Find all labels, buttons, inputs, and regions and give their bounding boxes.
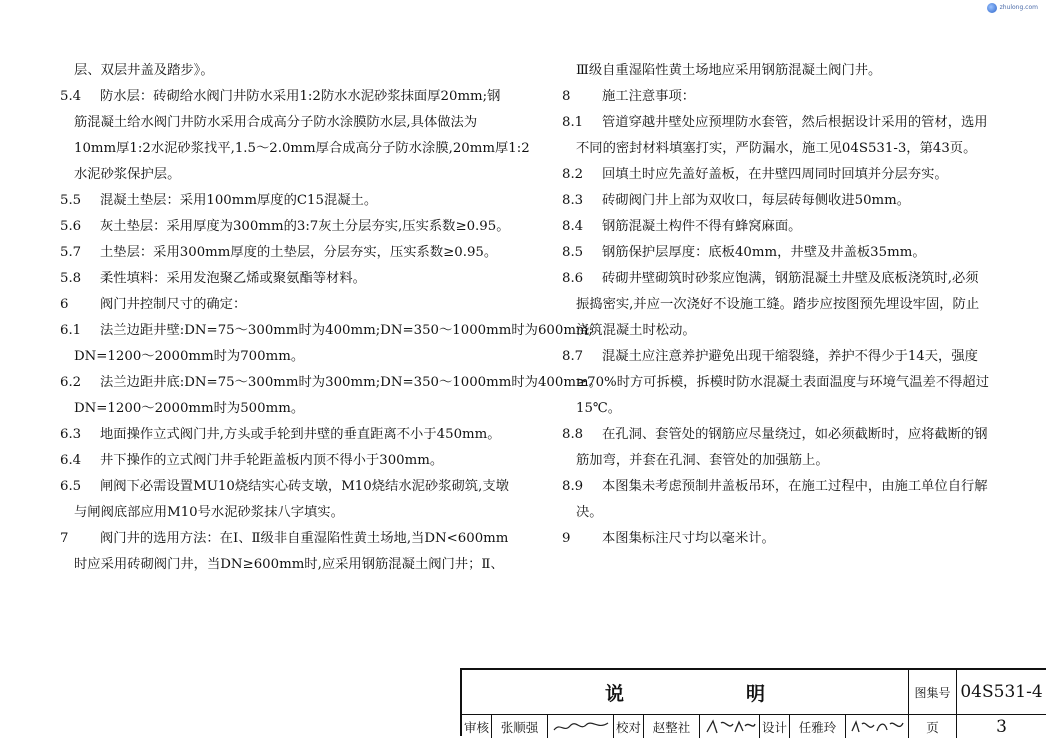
- note-line: [562, 240, 1002, 266]
- notes-right-column: [562, 58, 1002, 552]
- review-signature: [548, 715, 614, 738]
- note-number: 9: [562, 531, 571, 546]
- note-line: [562, 110, 1002, 136]
- note-line: [562, 162, 1002, 188]
- note-number: 8.2: [562, 167, 584, 182]
- note-number: 5.8: [60, 271, 82, 286]
- note-text: 法兰边距井壁:DN=75～300mm时为400mm;DN=350～1000mm时为600mm;: [100, 323, 594, 338]
- note-line: [562, 292, 1002, 318]
- note-line: [60, 552, 510, 578]
- note-line: [60, 370, 602, 396]
- note-text: 钢筋保护层厚度：底板40mm，井壁及井盖板35mm。: [602, 245, 926, 260]
- note-line: [60, 344, 510, 370]
- drawing-title: 说明: [462, 670, 909, 714]
- note-number: 8.8: [562, 427, 584, 442]
- note-number: 6.5: [60, 479, 82, 494]
- note-number: 8.6: [562, 271, 584, 286]
- note-line: [562, 500, 1002, 526]
- note-line: [562, 266, 1002, 292]
- note-text: 砖砌阀门井上部为双收口，每层砖每侧收进50mm。: [602, 193, 911, 208]
- note-line: [60, 266, 510, 292]
- note-line: [60, 396, 510, 422]
- note-line: [60, 84, 510, 110]
- note-text: 时应采用砖砌阀门井，当DN≥600mm时,应采用钢筋混凝土阀门井；Ⅱ、: [74, 557, 504, 572]
- note-text: 15℃。: [576, 401, 622, 416]
- note-line: [60, 500, 510, 526]
- note-text: DN=1200～2000mm时为500mm。: [74, 401, 305, 416]
- note-line: [60, 292, 510, 318]
- note-text: DN=1200～2000mm时为700mm。: [74, 349, 305, 364]
- note-text: 浇筑混凝土时松动。: [576, 323, 696, 338]
- note-line: [562, 214, 1002, 240]
- site-logo: [978, 0, 1038, 16]
- note-line: [562, 344, 1002, 370]
- note-line: [60, 136, 530, 162]
- note-text: 砖砌井壁砌筑时砂浆应饱满，钢筋混凝土井壁及底板浇筑时,必须: [602, 271, 979, 286]
- note-text: 地面操作立式阀门井,方头或手轮到井壁的垂直距离不小于450mm。: [100, 427, 501, 442]
- note-text: 柔性填料：采用发泡聚乙烯或聚氨酯等材料。: [100, 271, 366, 286]
- note-text: 与闸阀底部应用M10号水泥砂浆抹八字填实。: [74, 505, 344, 520]
- note-text: 阀门井控制尺寸的确定：: [100, 297, 247, 312]
- note-text: 钢筋混凝土构件不得有蜂窝麻面。: [602, 219, 802, 234]
- review-name: 张顺强: [492, 715, 548, 738]
- title-block-signature-row: [462, 715, 1046, 738]
- note-line: [60, 422, 510, 448]
- note-number: 6.1: [60, 323, 82, 338]
- note-text: 本图集标注尺寸均以毫米计。: [602, 531, 775, 546]
- note-text: 回填土时应先盖好盖板，在井壁四周同时回填并分层夯实。: [602, 167, 948, 182]
- note-line: [562, 370, 1002, 396]
- note-line: [60, 162, 510, 188]
- note-text: 土垫层：采用300mm厚度的土垫层，分层夯实，压实系数≥0.95。: [100, 245, 498, 260]
- note-text: 井下操作的立式阀门井手轮距盖板内顶不得小于300mm。: [100, 453, 444, 468]
- note-line: [60, 110, 510, 136]
- note-text: 管道穿越井壁处应预埋防水套管，然后根据设计采用的管材，选用: [602, 115, 988, 130]
- title-block-top-row: [462, 670, 1046, 715]
- note-number: 6.3: [60, 427, 82, 442]
- note-text: Ⅲ级自重湿陷性黄土场地应采用钢筋混凝土阀门井。: [576, 63, 882, 78]
- logo-text: zhulong.com: [999, 4, 1038, 11]
- note-line: [60, 526, 510, 552]
- note-number: 8.4: [562, 219, 584, 234]
- note-text: 层、双层井盖及踏步》。: [74, 63, 214, 78]
- note-number: 5.5: [60, 193, 82, 208]
- note-number: 6.4: [60, 453, 82, 468]
- design-name: 任雅玲: [790, 715, 846, 738]
- note-line: [562, 448, 1002, 474]
- note-line: [562, 396, 1002, 422]
- note-line: [60, 474, 510, 500]
- logo-icon: [987, 3, 997, 13]
- note-number: 8.3: [562, 193, 584, 208]
- note-line: [562, 188, 1002, 214]
- note-number: 5.7: [60, 245, 82, 260]
- note-text: ≥70%时方可拆模，拆模时防水混凝土表面温度与环境气温差不得超过: [576, 375, 990, 390]
- check-name: 赵整社: [644, 715, 700, 738]
- note-number: 5.6: [60, 219, 82, 234]
- note-number: 8.9: [562, 479, 584, 494]
- check-label: 校对: [614, 715, 644, 738]
- check-signature: [700, 715, 760, 738]
- note-number: 8.7: [562, 349, 584, 364]
- note-number: 5.4: [60, 89, 82, 104]
- note-text: 筋混凝土给水阀门井防水采用合成高分子防水涂膜防水层,具体做法为: [74, 115, 478, 130]
- note-text: 灰土垫层：采用厚度为300mm的3:7灰土分层夯实,压实系数≥0.95。: [100, 219, 510, 234]
- note-text: 闸阀下必需设置MU10烧结实心砖支墩，M10烧结水泥砂浆砌筑,支墩: [100, 479, 509, 494]
- design-label: 设计: [760, 715, 790, 738]
- note-line: [562, 58, 1002, 84]
- design-signature: [846, 715, 909, 738]
- note-number: 8.1: [562, 115, 584, 130]
- note-line: [60, 240, 510, 266]
- note-number: 8.5: [562, 245, 584, 260]
- note-line: [562, 422, 1002, 448]
- note-text: 在孔洞、套管处的钢筋应尽量绕过，如必须截断时，应将截断的钢: [602, 427, 988, 442]
- note-text: 施工注意事项：: [602, 89, 696, 104]
- note-line: [562, 526, 1002, 552]
- atlas-number-label: 图集号: [909, 670, 957, 714]
- note-number: 6.2: [60, 375, 82, 390]
- note-line: [60, 214, 510, 240]
- note-number: 7: [60, 531, 69, 546]
- note-text: 决。: [576, 505, 603, 520]
- note-text: 水泥砂浆保护层。: [74, 167, 181, 182]
- note-number: 8: [562, 89, 571, 104]
- page-label: 页: [909, 715, 957, 738]
- note-line: [60, 188, 510, 214]
- page-number: 3: [996, 716, 1007, 737]
- review-label: 审核: [462, 715, 492, 738]
- note-number: 6: [60, 297, 69, 312]
- atlas-number: 04S531-4: [960, 682, 1043, 702]
- note-line: [60, 318, 594, 344]
- note-text: 法兰边距井底:DN=75～300mm时为300mm;DN=350～1000mm时为400mm。: [100, 375, 602, 390]
- note-line: [562, 136, 1002, 162]
- note-line: [562, 318, 1002, 344]
- title-block: [460, 668, 1046, 736]
- note-text: 筋加弯，并套在孔洞、套管处的加强筋上。: [576, 453, 829, 468]
- note-text: 本图集未考虑预制井盖板吊环，在施工过程中，由施工单位自行解: [602, 479, 988, 494]
- note-line: [562, 474, 1002, 500]
- note-text: 不同的密封材料填塞打实，严防漏水，施工见04S531-3，第43页。: [576, 141, 977, 156]
- note-text: 阀门井的选用方法：在Ⅰ、Ⅱ级非自重湿陷性黄土场地,当DN<600mm: [100, 531, 509, 546]
- note-line: [562, 84, 1002, 110]
- note-line: [60, 58, 510, 84]
- note-text: 混凝土应注意养护避免出现干缩裂缝，养护不得少于14天，强度: [602, 349, 978, 364]
- note-text: 混凝土垫层：采用100mm厚度的C15混凝土。: [100, 193, 378, 208]
- note-text: 振捣密实,并应一次浇好不设施工缝。踏步应按图预先埋设牢固，防止: [576, 297, 980, 312]
- note-text: 10mm厚1:2水泥砂浆找平,1.5～2.0mm厚合成高分子防水涂膜,20mm厚1:2: [74, 141, 530, 156]
- note-line: [60, 448, 510, 474]
- note-text: 防水层：砖砌给水阀门井防水采用1:2防水水泥砂浆抹面厚20mm;钢: [100, 89, 501, 104]
